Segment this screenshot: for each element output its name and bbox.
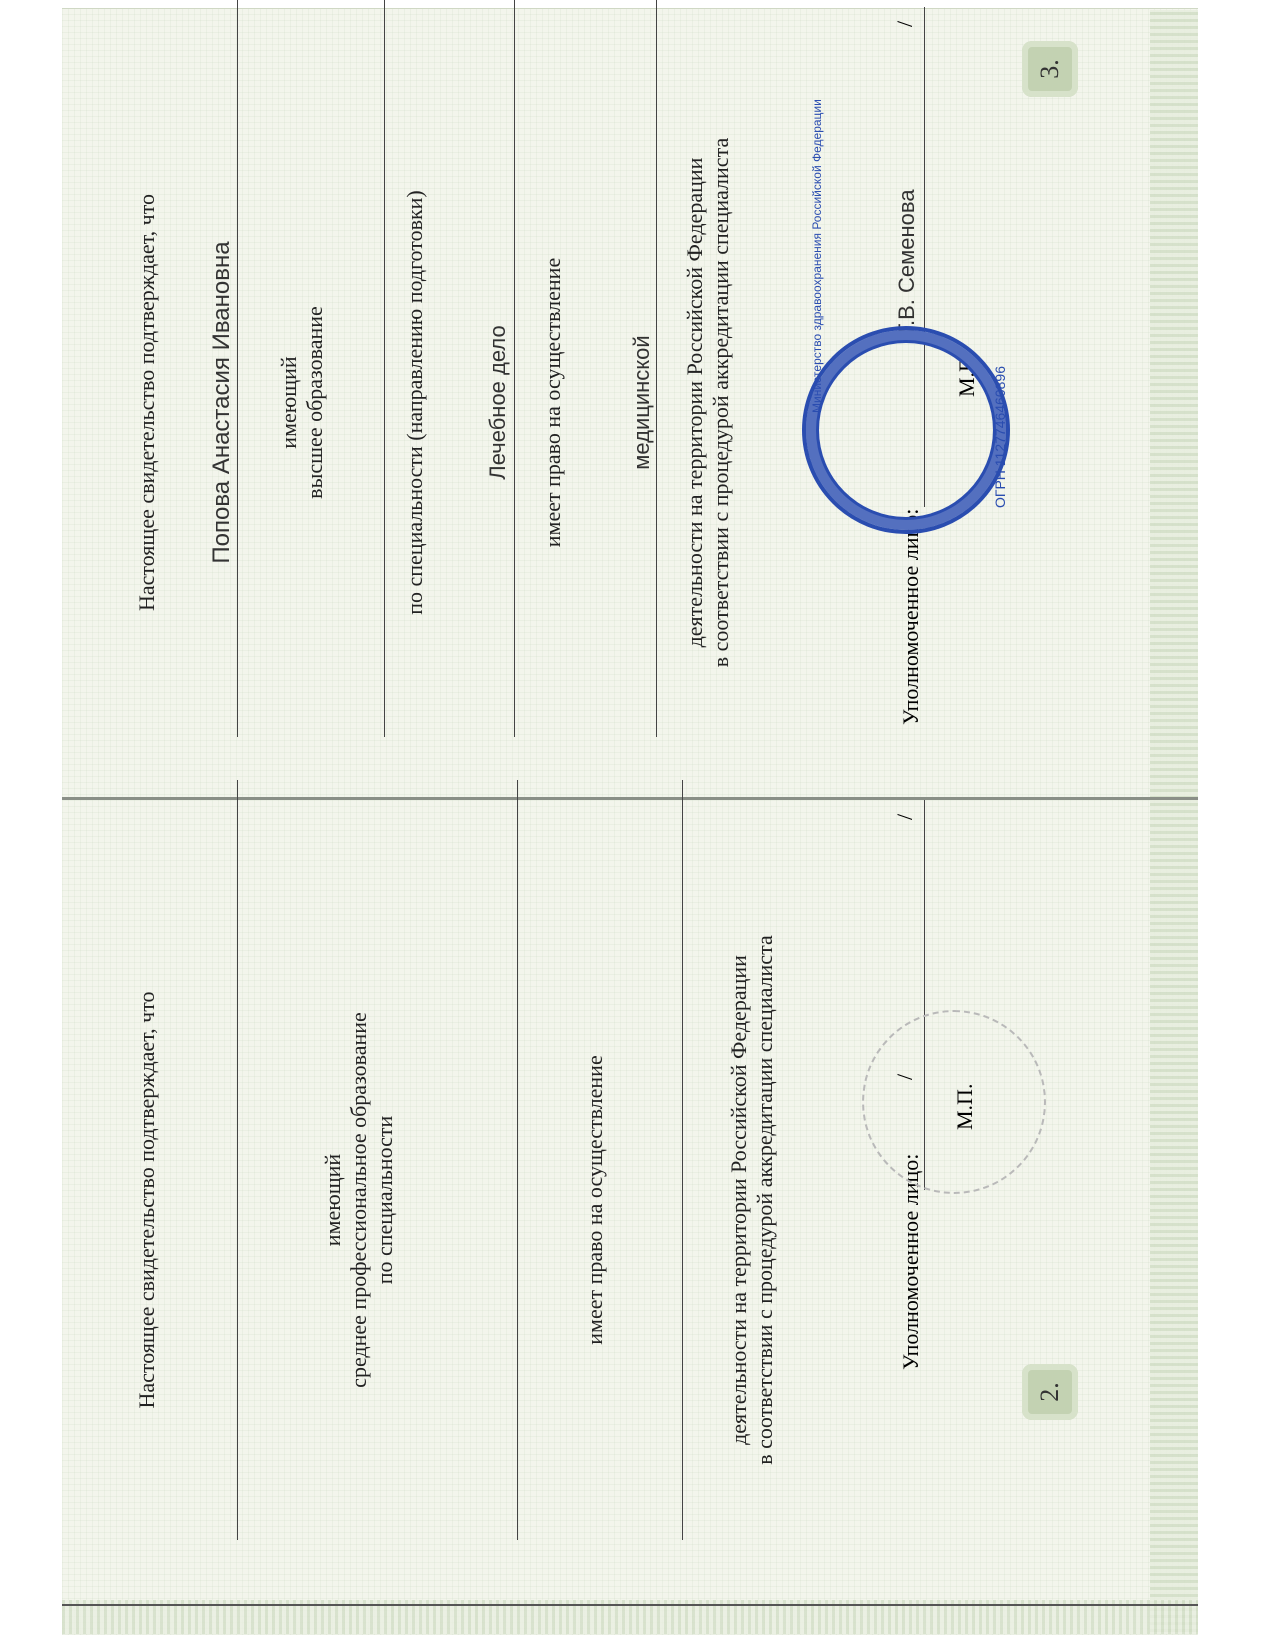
education-underline (384, 0, 385, 737)
authorized-label: Уполномоченное лицо: (898, 1153, 923, 1370)
signature-slash: / (892, 20, 917, 27)
stamp-text-ogrn: ОГРН 1127746460896 (992, 366, 1008, 508)
right-line: имеет право на осуществление (582, 1055, 607, 1345)
specialty-label: по специальности (направлению подготовки) (402, 190, 427, 615)
name-underline (237, 780, 238, 1540)
page-number-badge: 3. (1022, 41, 1078, 97)
territory-line: деятельности на территории Российской Федерации (726, 955, 751, 1445)
name-underline (237, 0, 238, 737)
faint-seal-stamp (862, 1010, 1046, 1194)
certify-line: Настоящее свидетельство подтверждает, что (134, 991, 159, 1409)
having-label: имеющий (320, 1153, 345, 1247)
specialty-underline (517, 780, 518, 1540)
having-label: имеющий (276, 356, 301, 449)
seal-mark: М.П. (954, 350, 979, 397)
specialty-value: Лечебное дело (485, 325, 510, 480)
holder-name: Попова Анастасия Ивановна (208, 241, 235, 564)
signature-slash-1: / (892, 1073, 917, 1080)
certify-line: Настоящее свидетельство подтверждает, что (134, 193, 159, 612)
official-seal-stamp (802, 326, 1010, 534)
page-3 (62, 8, 1198, 797)
right-line: имеет право на осуществление (540, 257, 565, 548)
scan-edge-line (62, 1604, 1198, 1606)
seal-mark: М.П. (952, 1083, 977, 1130)
education-value: высшее образование (302, 306, 327, 499)
signature-slash-2: / (892, 813, 917, 820)
activity-value: медицинской (629, 335, 654, 470)
signatory-name: Т.В. Семенова (894, 189, 919, 337)
page-2 (62, 800, 1198, 1600)
specialty-underline (514, 0, 515, 737)
education-value: среднее профессиональное образование (346, 1012, 371, 1388)
accreditation-line: в соответствии с процедурой аккредитации специалиста (752, 935, 777, 1465)
activity-underline (682, 780, 683, 1540)
territory-line: деятельности на территории Российской Федерации (682, 157, 707, 648)
accreditation-line: в соответствии с процедурой аккредитации специалиста (708, 137, 733, 668)
authorized-label: Уполномоченное лицо: (898, 508, 923, 725)
activity-underline (656, 0, 657, 737)
page-number-badge: 2. (1022, 1364, 1078, 1420)
stamp-text-ministry: Министерство здравоохранения Российской Федерации (810, 99, 824, 413)
specialty-label: по специальности (372, 1115, 397, 1285)
